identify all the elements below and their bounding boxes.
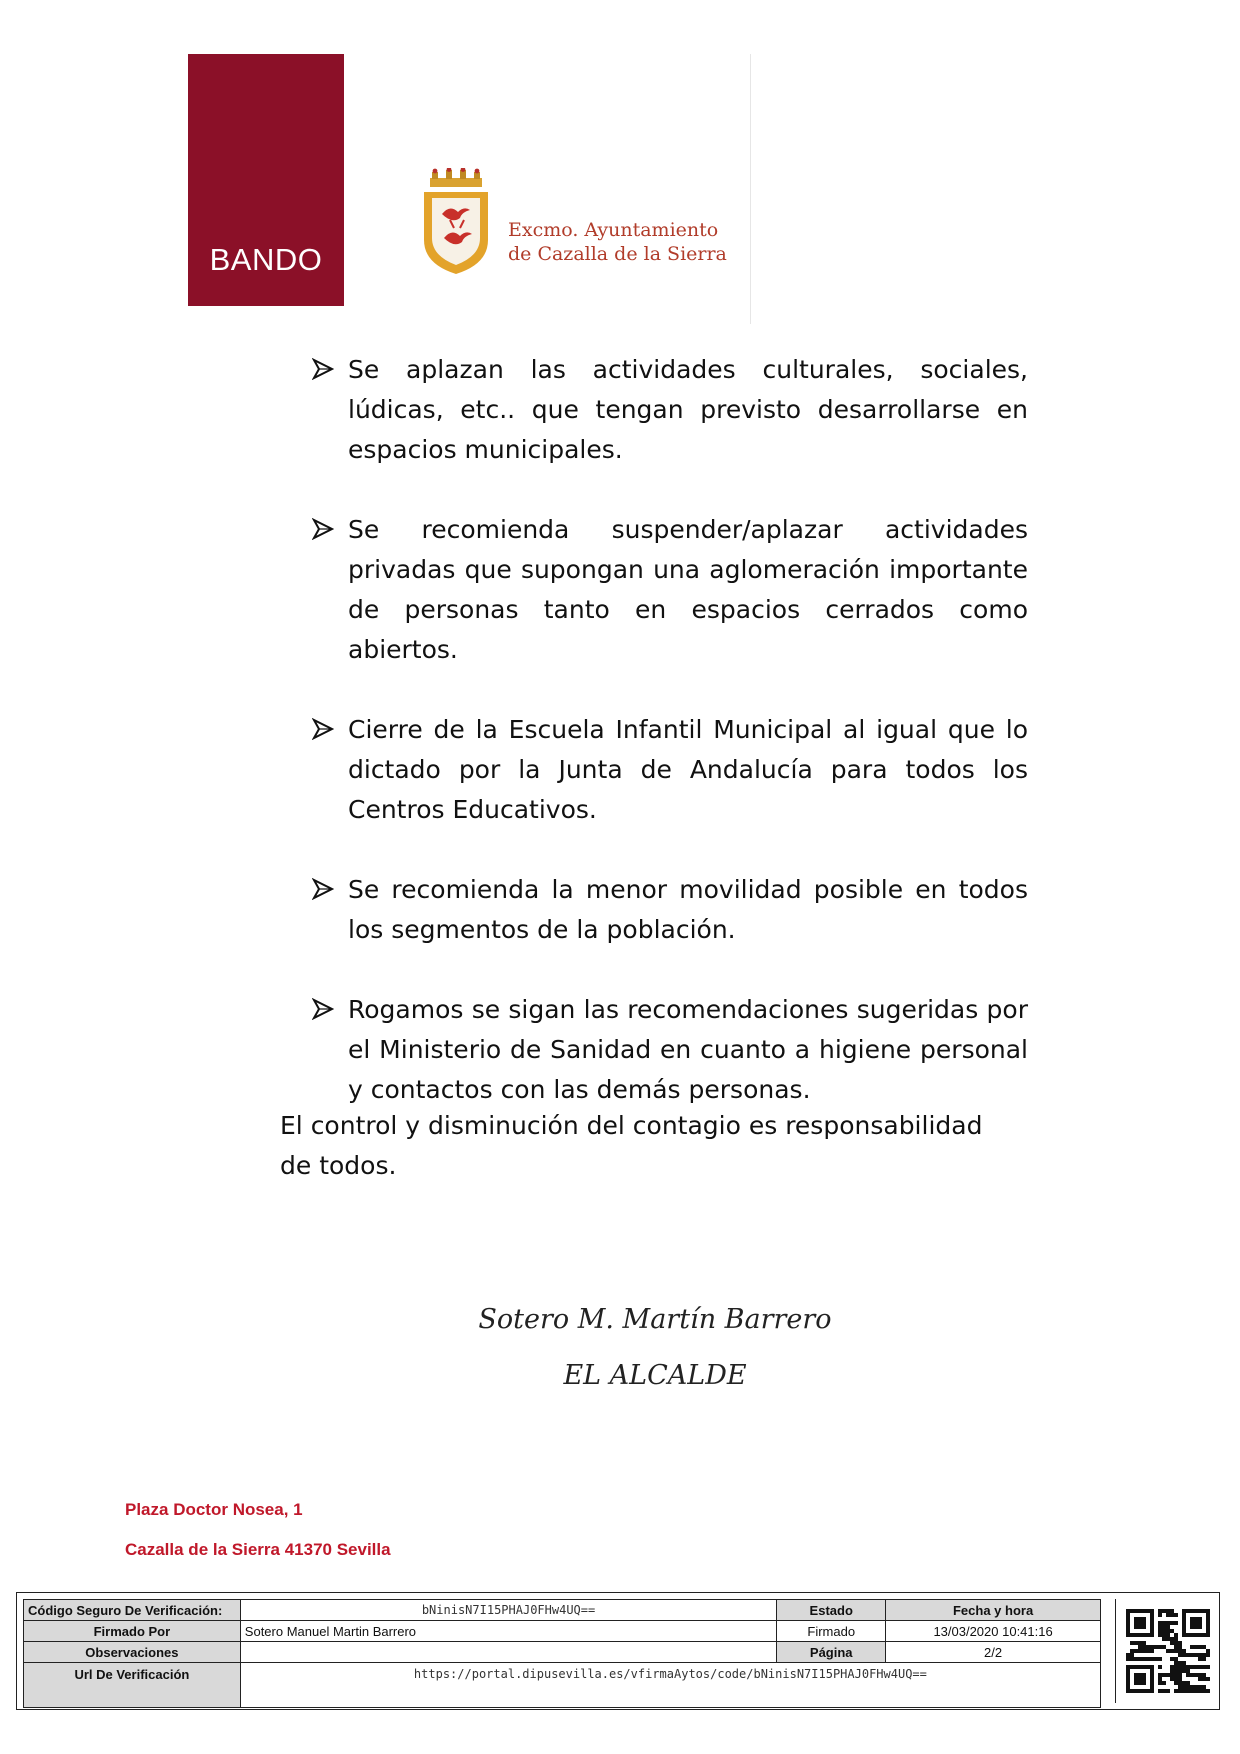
council-name-line2: de Cazalla de la Sierra bbox=[508, 243, 727, 265]
arrow-bullet-icon bbox=[312, 518, 334, 540]
bando-logo-block bbox=[188, 54, 344, 306]
address-line-2: Cazalla de la Sierra 41370 Sevilla bbox=[125, 1540, 391, 1559]
header-divider bbox=[750, 54, 751, 324]
table-row bbox=[24, 1663, 1101, 1708]
closing-paragraph: El control y disminución del contagio es responsabilidad de todos. bbox=[280, 1111, 983, 1180]
observaciones-value bbox=[240, 1642, 776, 1663]
arrow-bullet-icon bbox=[312, 878, 334, 900]
table-row bbox=[24, 1600, 1101, 1621]
list-item bbox=[312, 510, 1028, 670]
list-item bbox=[312, 350, 1028, 470]
pagina-label: Página bbox=[777, 1642, 886, 1663]
url-label: Url De Verificación bbox=[24, 1663, 241, 1708]
arrow-bullet-icon bbox=[312, 718, 334, 740]
list-item bbox=[312, 710, 1028, 830]
arrow-bullet-icon bbox=[312, 998, 334, 1020]
list-item bbox=[312, 870, 1028, 950]
verification-footer bbox=[16, 1592, 1220, 1710]
council-crest-icon bbox=[420, 168, 492, 276]
estado-value: Firmado bbox=[777, 1621, 886, 1642]
list-item-text: Se recomienda la menor movilidad posible en todos los segmentos de la población. bbox=[348, 875, 1028, 944]
pagina-value: 2/2 bbox=[886, 1642, 1101, 1663]
list-item bbox=[312, 990, 1028, 1110]
signatory-title: EL ALCALDE bbox=[563, 1360, 747, 1391]
fecha-label: Fecha y hora bbox=[886, 1600, 1101, 1621]
table-row bbox=[24, 1642, 1101, 1663]
signatory-name: Sotero M. Martín Barrero bbox=[478, 1304, 832, 1335]
arrow-bullet-icon bbox=[312, 358, 334, 380]
csv-value: bNinisN7I15PHAJ0FHw4UQ== bbox=[240, 1600, 776, 1621]
verification-url-link[interactable]: https://portal.dipusevilla.es/vfirmaAytos/code/bNinisN7I15PHAJ0FHw4UQ== bbox=[240, 1663, 1100, 1708]
address-line-1: Plaza Doctor Nosea, 1 bbox=[125, 1500, 303, 1519]
bando-label: BANDO bbox=[209, 242, 323, 277]
fecha-value: 13/03/2020 10:41:16 bbox=[886, 1621, 1101, 1642]
council-name-line1: Excmo. Ayuntamiento bbox=[508, 219, 719, 241]
qr-code-frame bbox=[1115, 1599, 1215, 1703]
list-item-text: Se aplazan las actividades culturales, sociales, lúdicas, etc.. que tengan previsto desarrollarse en espacios municipales. bbox=[348, 355, 1028, 464]
table-row bbox=[24, 1621, 1101, 1642]
csv-label: Código Seguro De Verificación: bbox=[24, 1600, 241, 1621]
list-item-text: Rogamos se sigan las recomendaciones sugeridas por el Ministerio de Sanidad en cuanto a higiene personal y contactos con las demás personas. bbox=[348, 995, 1028, 1104]
qr-code-icon bbox=[1126, 1609, 1210, 1693]
announcement-list bbox=[312, 350, 1028, 1150]
council-name bbox=[508, 218, 727, 266]
list-item-text: Cierre de la Escuela Infantil Municipal al igual que lo dictado por la Junta de Andalucía para todos los Centros Educativos. bbox=[348, 715, 1028, 824]
observaciones-label: Observaciones bbox=[24, 1642, 241, 1663]
firmado-por-value: Sotero Manuel Martin Barrero bbox=[240, 1621, 776, 1642]
verification-table bbox=[23, 1599, 1101, 1708]
estado-label: Estado bbox=[777, 1600, 886, 1621]
firmado-por-label: Firmado Por bbox=[24, 1621, 241, 1642]
list-item-text: Se recomienda suspender/aplazar actividades privadas que supongan una aglomeración importante de personas tanto en espacios cerrados como abiertos. bbox=[348, 515, 1028, 664]
